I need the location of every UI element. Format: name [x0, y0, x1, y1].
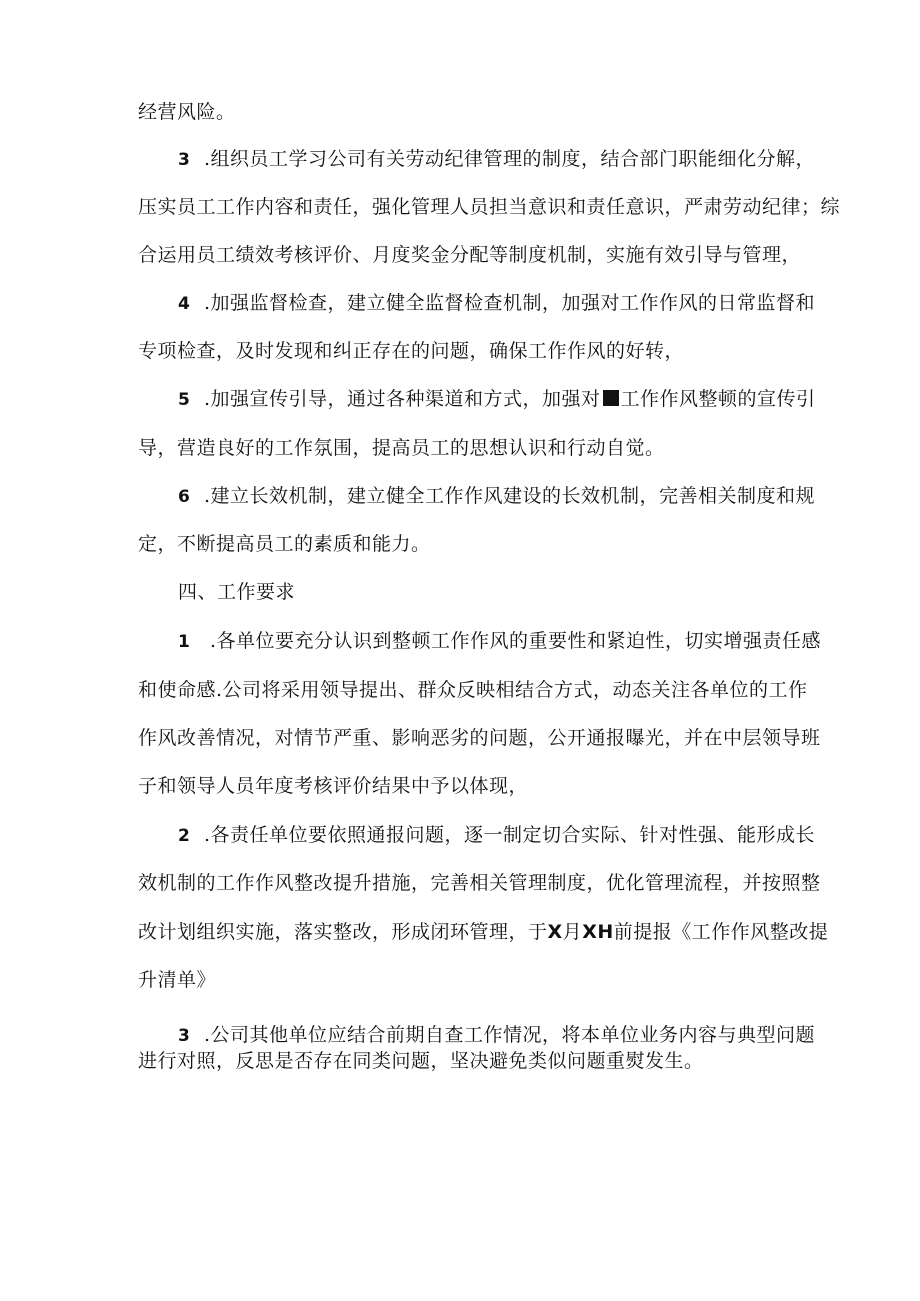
- item-number: 1: [178, 632, 191, 652]
- text-span: 效机制的工作作风整改提升措施，完善相关管理制度，优化管理流程，并按照整: [138, 872, 821, 894]
- text-span: .加强宣传引导，通过各种渠道和方式，加强对: [204, 388, 601, 410]
- text-span: 改计划组织实施，落实整改，形成闭环管理，于: [138, 921, 548, 943]
- item-number: 5: [178, 390, 191, 410]
- text-span: .加强监督检查，建立健全监督检查机制，加强对工作作风的日常监督和: [204, 292, 816, 314]
- text-line: [138, 100, 236, 124]
- text-span: 升清单》: [138, 969, 217, 991]
- text-span: X: [547, 921, 563, 943]
- text-span: 工作作风整顿的宣传引: [620, 388, 816, 410]
- item-number: 3: [178, 1026, 191, 1046]
- section-heading: [178, 580, 295, 604]
- text-span: 子和领导人员年度考核评价结果中予以体现，: [138, 775, 529, 797]
- text-span: 压实员工工作内容和责任，强化管理人员担当意识和责任意识，严肃劳动纪律；综: [138, 196, 841, 218]
- text-span: 前提报《工作作风整改提: [613, 921, 829, 943]
- requirement-2-line-2: [138, 871, 821, 895]
- requirement-1-line-2: [138, 678, 808, 702]
- text-span: 经营风险。: [138, 101, 236, 123]
- text-span: .建立长效机制，建立健全工作作风建设的长效机制，完善相关制度和规: [204, 485, 816, 507]
- requirement-1-line-4: [138, 774, 528, 798]
- item-number: 3: [178, 150, 191, 170]
- paragraph-6-line-1: [178, 484, 815, 509]
- text-span: .组织员工学习公司有关劳动纪律管理的制度，结合部门职能细化分解，: [204, 148, 816, 170]
- text-span: 作风改善情况，对情节严重、影响恶劣的问题，公开通报曝光，并在中层领导班: [138, 727, 821, 749]
- text-span: 四、工作要求: [178, 581, 296, 603]
- text-span: XH: [582, 921, 614, 943]
- text-span: 月: [562, 921, 583, 943]
- requirement-3-line-2: [138, 1049, 704, 1073]
- requirement-2-line-3: [138, 920, 828, 944]
- text-span: 导，营造良好的工作氛围，提高员工的思想认识和行动自觉。: [138, 437, 665, 459]
- requirement-3-line-1: [178, 1023, 815, 1048]
- requirement-2-line-1: [178, 823, 815, 848]
- item-number: 6: [178, 487, 191, 507]
- paragraph-5-line-2: [138, 436, 665, 460]
- requirement-2-line-4: [138, 968, 216, 992]
- black-square-icon: [603, 390, 619, 406]
- item-number: 2: [178, 826, 191, 846]
- text-span: .公司其他单位应结合前期自查工作情况，将本单位业务内容与典型问题: [204, 1024, 816, 1046]
- paragraph-4-line-2: [138, 339, 684, 363]
- paragraph-5-line-1: [178, 387, 816, 412]
- paragraph-4-line-1: [178, 291, 815, 316]
- text-span: .各责任单位要依照通报问题，逐一制定切合实际、针对性强、能形成长: [204, 824, 816, 846]
- text-span: 专项检查，及时发现和纠正存在的问题，确保工作作风的好转，: [138, 340, 685, 362]
- paragraph-3-line-3: [138, 243, 801, 267]
- text-span: 和使命感.公司将采用领导提出、群众反映相结合方式，动态关注各单位的工作: [138, 679, 808, 701]
- paragraph-3-line-2: [138, 195, 840, 219]
- requirement-1-line-1: [178, 629, 821, 654]
- requirement-1-line-3: [138, 726, 821, 750]
- text-span: 定，不断提高员工的素质和能力。: [138, 533, 431, 555]
- item-number: 4: [178, 294, 191, 314]
- text-span: 合运用员工绩效考核评价、月度奖金分配等制度机制，实施有效引导与管理，: [138, 244, 802, 266]
- text-span: 进行对照，反思是否存在同类问题，坚决避免类似问题重熨发生。: [138, 1050, 704, 1072]
- paragraph-3-line-1: [178, 147, 815, 172]
- text-span: .各单位要充分认识到整顿工作作风的重要性和紧迫性，切实增强责任感: [210, 630, 822, 652]
- paragraph-6-line-2: [138, 532, 431, 556]
